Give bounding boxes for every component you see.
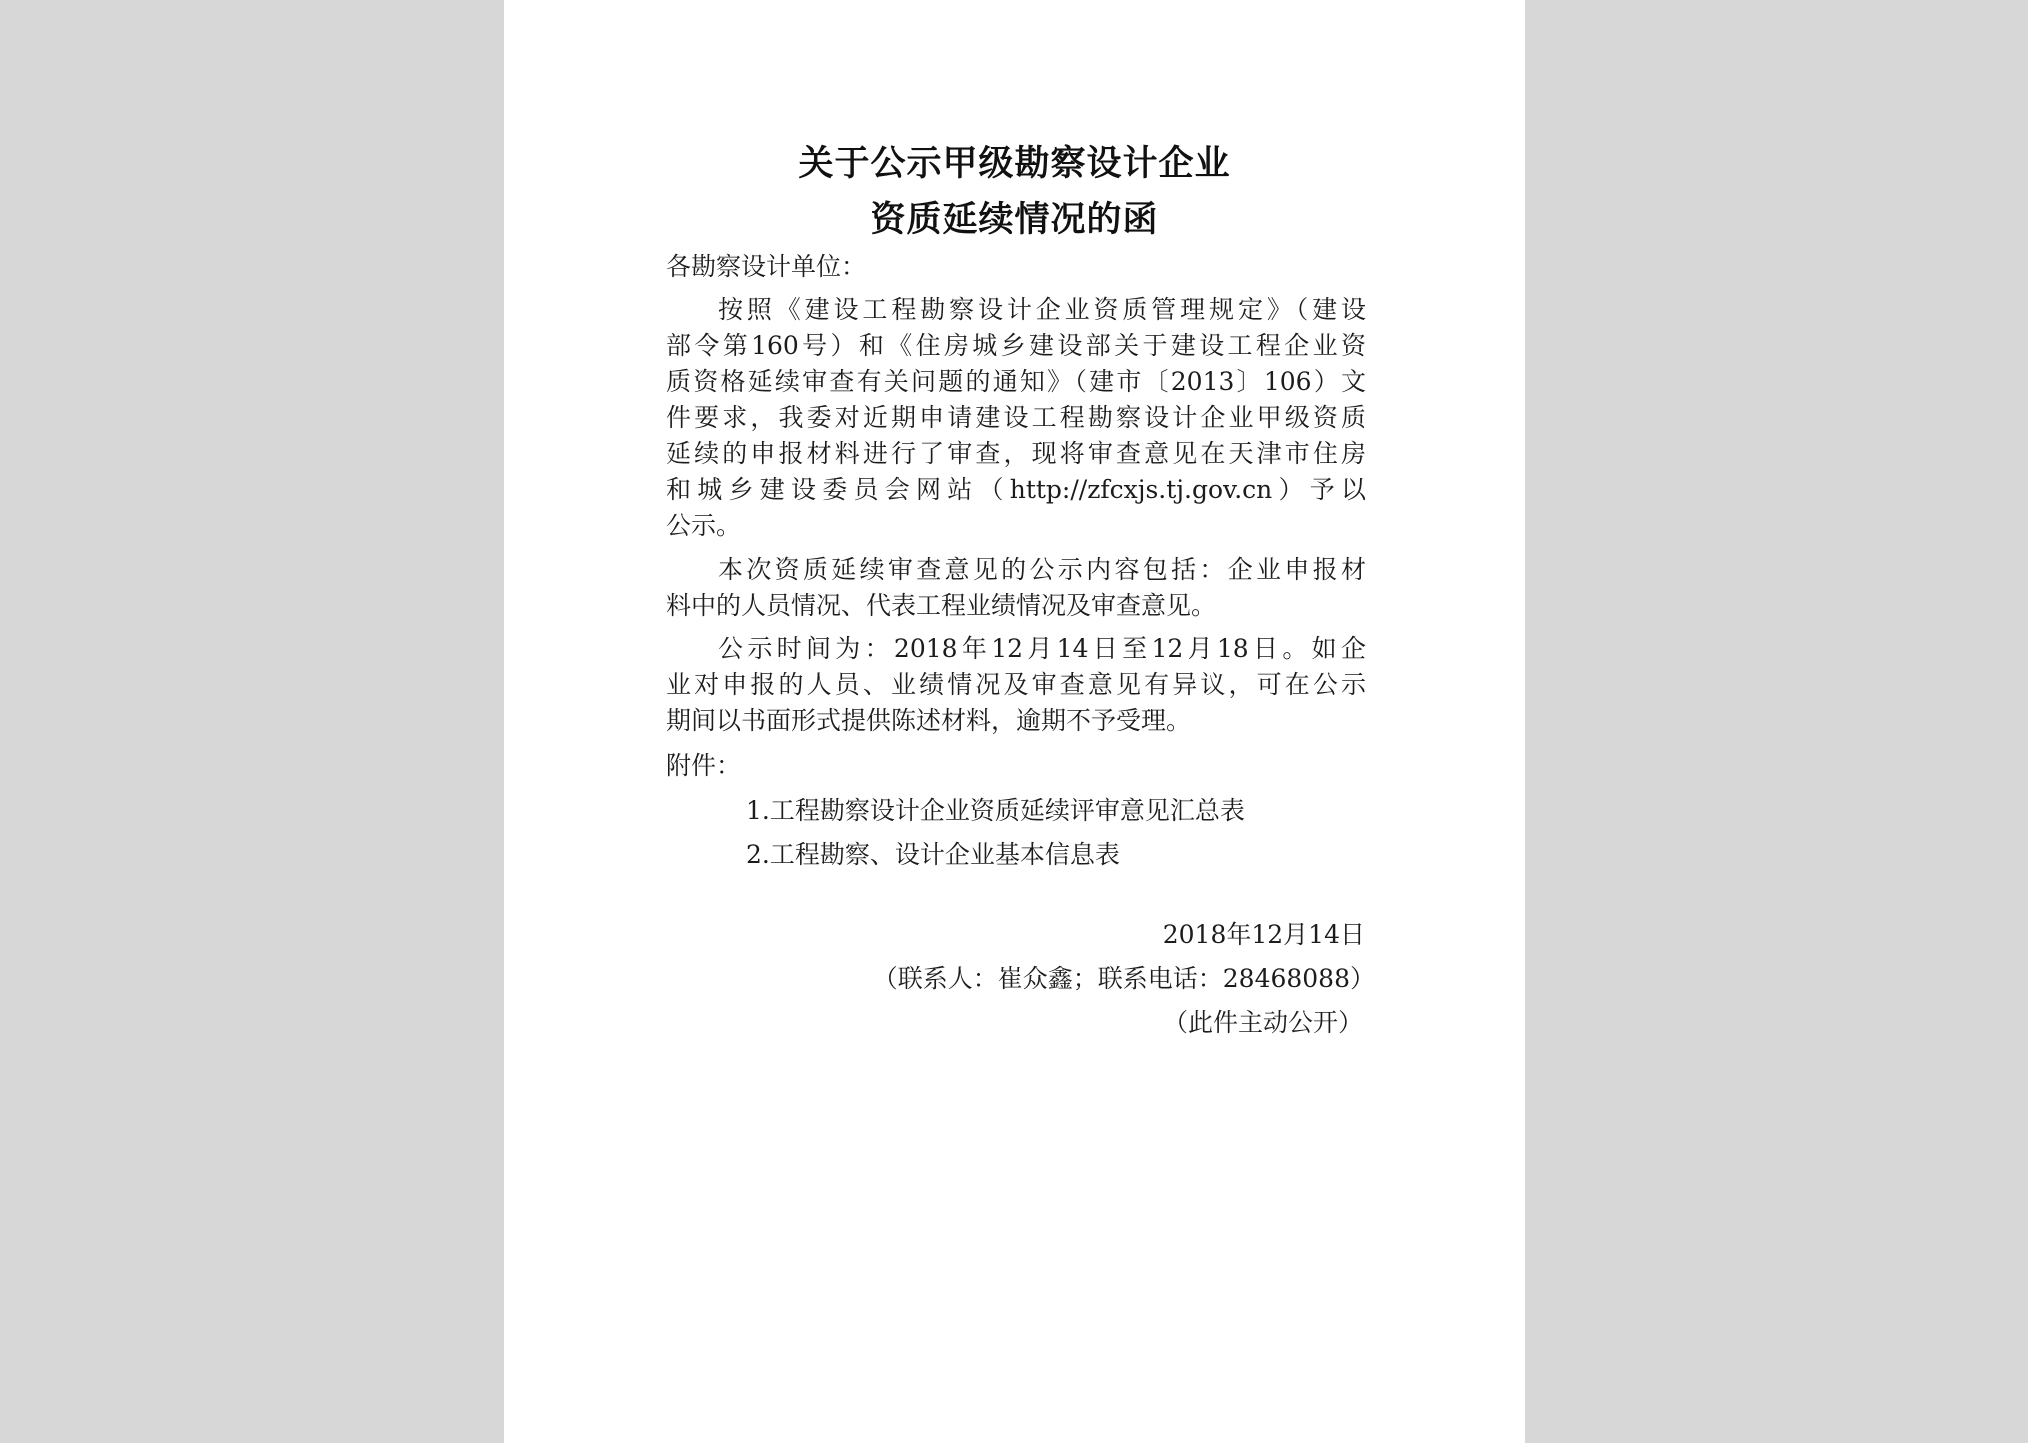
document-page bbox=[504, 0, 1525, 1443]
contact-info: （联系人：崔众鑫；联系电话：28468088） bbox=[872, 964, 1375, 993]
paragraph-3-line: 业对申报的人员、业绩情况及审查意见有异议，可在公示 bbox=[666, 670, 1366, 699]
paragraph-2-line: 本次资质延续审查意见的公示内容包括：企业申报材 bbox=[718, 555, 1366, 584]
paragraph-1-line: 按照《建设工程勘察设计企业资质管理规定》（建设 bbox=[718, 295, 1366, 324]
paragraph-3-line: 公示时间为：2018年12月14日至12月18日。如企 bbox=[718, 634, 1366, 663]
paragraph-1-line: 延续的申报材料进行了审查，现将审查意见在天津市住房 bbox=[666, 439, 1366, 468]
paragraph-1-line: 公示。 bbox=[666, 511, 742, 540]
salutation: 各勘察设计单位： bbox=[666, 252, 867, 281]
paragraph-1-line: 和城乡建设委员会网站（http://zfcxjs.tj.gov.cn）予以 bbox=[666, 475, 1366, 504]
document-title-line-2: 资质延续情况的函 bbox=[870, 200, 1159, 240]
attachments-label: 附件： bbox=[666, 751, 742, 780]
attachment-item: 2.工程勘察、设计企业基本信息表 bbox=[746, 840, 1120, 869]
paragraph-1-line: 质资格延续审查有关问题的通知》（建市〔2013〕106）文 bbox=[666, 367, 1366, 396]
document-date: 2018年12月14日 bbox=[1162, 920, 1365, 949]
disclosure-note: （此件主动公开） bbox=[1162, 1008, 1363, 1037]
paragraph-1-line: 部令第160号）和《住房城乡建设部关于建设工程企业资 bbox=[666, 331, 1366, 360]
attachment-item: 1.工程勘察设计企业资质延续评审意见汇总表 bbox=[746, 796, 1245, 825]
paragraph-1-line: 件要求，我委对近期申请建设工程勘察设计企业甲级资质 bbox=[666, 403, 1366, 432]
paragraph-2-line: 料中的人员情况、代表工程业绩情况及审查意见。 bbox=[666, 591, 1217, 620]
document-title-line-1: 关于公示甲级勘察设计企业 bbox=[798, 144, 1231, 184]
paragraph-3-line: 期间以书面形式提供陈述材料，逾期不予受理。 bbox=[666, 706, 1192, 735]
